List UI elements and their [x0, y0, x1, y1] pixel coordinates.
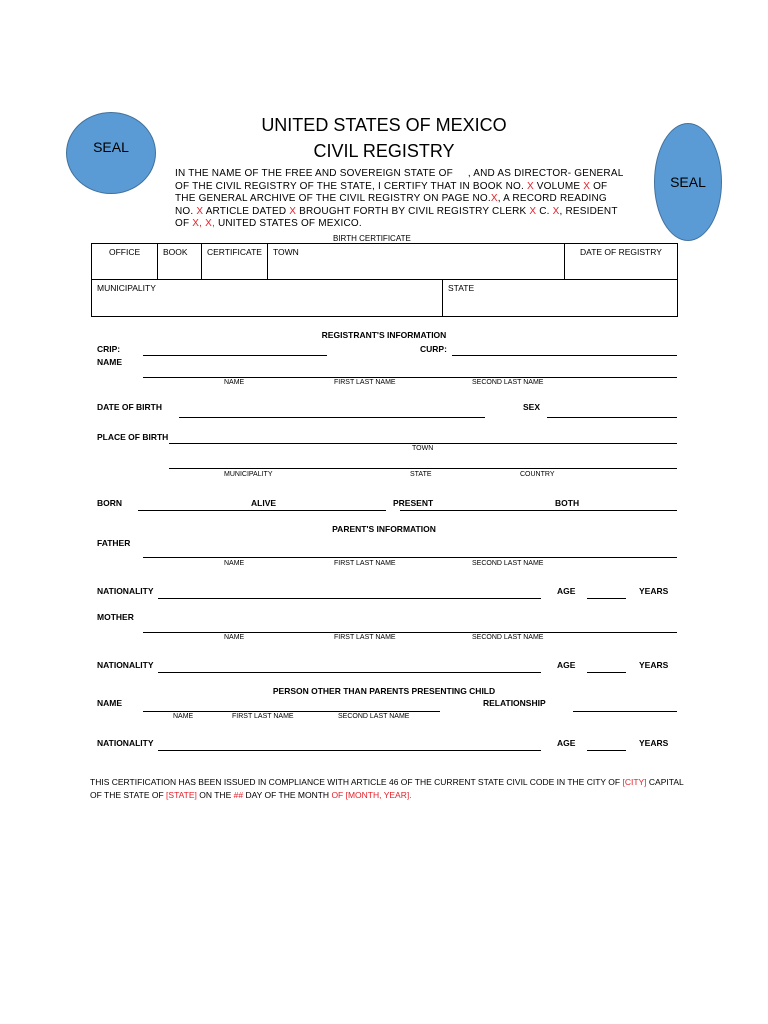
state-label: STATE [448, 283, 475, 293]
mother-name-field[interactable] [143, 632, 677, 633]
intro-text: IN THE NAME OF THE FREE AND SOVEREIGN STATE OF [175, 168, 453, 179]
office-label: OFFICE [109, 247, 141, 257]
mother-age-field[interactable] [587, 672, 626, 673]
footer-text: ON THE [199, 790, 232, 800]
pob-field-2[interactable] [169, 468, 677, 469]
intro-text: , A RECORD READING NO. [175, 193, 607, 217]
certificate-label: CERTIFICATE [207, 247, 262, 257]
parents-heading: PARENT'S INFORMATION [332, 524, 436, 534]
placeholder-x: X, [192, 218, 203, 230]
crip-field[interactable] [143, 355, 327, 356]
city-placeholder: [CITY] [622, 777, 647, 787]
presenter-nationality-label: NATIONALITY [97, 738, 154, 748]
placeholder-x: X [583, 180, 591, 192]
sex-field[interactable] [547, 417, 677, 418]
town-cell[interactable] [267, 244, 564, 280]
father-age-field[interactable] [587, 598, 626, 599]
father-label: FATHER [97, 538, 131, 548]
office-cell[interactable] [92, 244, 158, 280]
footer-text: CAPITAL OF THE STATE OF [90, 777, 684, 800]
presenter-age-label: AGE [557, 738, 576, 748]
presenter-heading: PERSON OTHER THAN PARENTS PRESENTING CHILD [272, 686, 496, 696]
registrant-heading: REGISTRANT'S INFORMATION [321, 330, 447, 340]
date-of-registry-cell[interactable] [564, 244, 677, 280]
sex-label: SEX [523, 402, 541, 412]
curp-field[interactable] [452, 355, 677, 356]
presenter-age-field[interactable] [587, 750, 626, 751]
sub-first-last-name: FIRST LAST NAME [232, 713, 294, 720]
intro-text: OF THE GENERAL ARCHIVE OF THE CIVIL REGISTRY ON PAGE NO. [175, 180, 608, 205]
mother-nationality-label: NATIONALITY [97, 660, 154, 670]
registry-table-top [91, 243, 678, 280]
book-label: BOOK [163, 247, 188, 257]
footer-text: DAY OF THE MONTH [245, 790, 330, 800]
placeholder-x: X [529, 205, 537, 217]
presenter-nationality-field[interactable] [158, 750, 541, 751]
month-placeholder: OF [MONTH, YEAR]. [331, 790, 412, 800]
registrant-name-label: NAME [97, 357, 123, 367]
sub-second-last-name: SECOND LAST NAME [472, 560, 544, 567]
birth-certificate-heading: BIRTH CERTIFICATE [333, 234, 411, 243]
state-placeholder: [STATE] [166, 790, 197, 800]
intro-text: ARTICLE DATED [205, 205, 287, 217]
sub-second-last-name: SECOND LAST NAME [338, 713, 410, 720]
sub-town: TOWN [412, 445, 434, 452]
placeholder-x: X, [205, 218, 215, 230]
sub-state: STATE [410, 471, 432, 478]
sub-name: NAME [224, 379, 245, 386]
mother-years-label: YEARS [639, 660, 669, 670]
registrant-name-field[interactable] [143, 377, 677, 378]
relationship-label: RELATIONSHIP [483, 698, 546, 708]
state-cell[interactable] [443, 280, 678, 317]
placeholder-x: X [526, 180, 534, 192]
curp-label: CURP: [420, 344, 447, 354]
seal-right-label: SEAL [670, 174, 706, 190]
certificate-cell[interactable] [202, 244, 268, 280]
mother-age-label: AGE [557, 660, 576, 670]
book-cell[interactable] [158, 244, 202, 280]
document-subtitle: CIVIL REGISTRY [313, 141, 455, 161]
born-label: BORN [97, 498, 123, 508]
mother-nationality-field[interactable] [158, 672, 541, 673]
intro-text: VOLUME [536, 180, 581, 192]
dob-field[interactable] [179, 417, 485, 418]
registry-table-bottom [91, 280, 678, 317]
presenter-name-field[interactable] [143, 711, 440, 712]
intro-text: BROUGHT FORTH BY CIVIL REGISTRY CLERK [299, 205, 527, 217]
father-age-label: AGE [557, 586, 576, 596]
certification-footer [90, 776, 690, 802]
footer-text: THIS CERTIFICATION HAS BEEN ISSUED IN COMPLIANCE WITH ARTICLE 46 OF THE CURRENT STATE CIVIL CODE IN THE CITY OF [90, 777, 621, 787]
sub-second-last-name: SECOND LAST NAME [472, 634, 544, 641]
alive-label: ALIVE [251, 498, 277, 508]
born-field[interactable] [138, 510, 386, 511]
father-years-label: YEARS [639, 586, 669, 596]
intro-text: , RESIDENT OF [175, 205, 618, 230]
placeholder-x: X [289, 205, 297, 217]
pob-field[interactable] [169, 443, 677, 444]
father-nationality-label: NATIONALITY [97, 586, 154, 596]
sub-second-last-name: SECOND LAST NAME [472, 379, 544, 386]
sub-first-last-name: FIRST LAST NAME [334, 560, 396, 567]
placeholder-x: X [196, 205, 204, 217]
seal-left-label: SEAL [93, 139, 129, 155]
sub-name: NAME [173, 713, 194, 720]
sub-name: NAME [224, 560, 245, 567]
father-nationality-field[interactable] [158, 598, 541, 599]
placeholder-x: X [552, 205, 560, 217]
relationship-field[interactable] [573, 711, 677, 712]
present-label: PRESENT [393, 498, 434, 508]
sub-country: COUNTRY [520, 471, 555, 478]
intro-text: C. [539, 205, 550, 217]
day-placeholder: ## [233, 790, 244, 800]
dob-label: DATE OF BIRTH [97, 402, 163, 412]
certification-intro [175, 168, 625, 231]
sub-municipality: MUNICIPALITY [224, 471, 273, 478]
sub-name: NAME [224, 634, 245, 641]
town-label: TOWN [272, 247, 299, 257]
municipality-cell[interactable] [92, 280, 443, 317]
crip-label: CRIP: [97, 344, 121, 354]
intro-text: UNITED STATES OF MEXICO. [217, 218, 362, 230]
municipality-label: MUNICIPALITY [97, 283, 156, 293]
placeholder-x: X [490, 193, 498, 205]
presenter-name-label: NAME [97, 698, 123, 708]
intro-text: , AND AS DIRECTOR- GENERAL OF THE CIVIL REGISTRY OF THE STATE, I CERTIFY THAT IN BOOK NO. [175, 168, 624, 192]
both-label: BOTH [555, 498, 580, 508]
date-of-registry-label: DATE OF REGISTRY [580, 247, 662, 257]
mother-label: MOTHER [97, 612, 134, 622]
father-name-field[interactable] [143, 557, 677, 558]
present-field[interactable] [400, 510, 677, 511]
sub-first-last-name: FIRST LAST NAME [334, 379, 396, 386]
sub-first-last-name: FIRST LAST NAME [334, 634, 396, 641]
document-title: UNITED STATES OF MEXICO [261, 115, 507, 135]
pob-label: PLACE OF BIRTH [97, 432, 169, 442]
presenter-years-label: YEARS [639, 738, 669, 748]
